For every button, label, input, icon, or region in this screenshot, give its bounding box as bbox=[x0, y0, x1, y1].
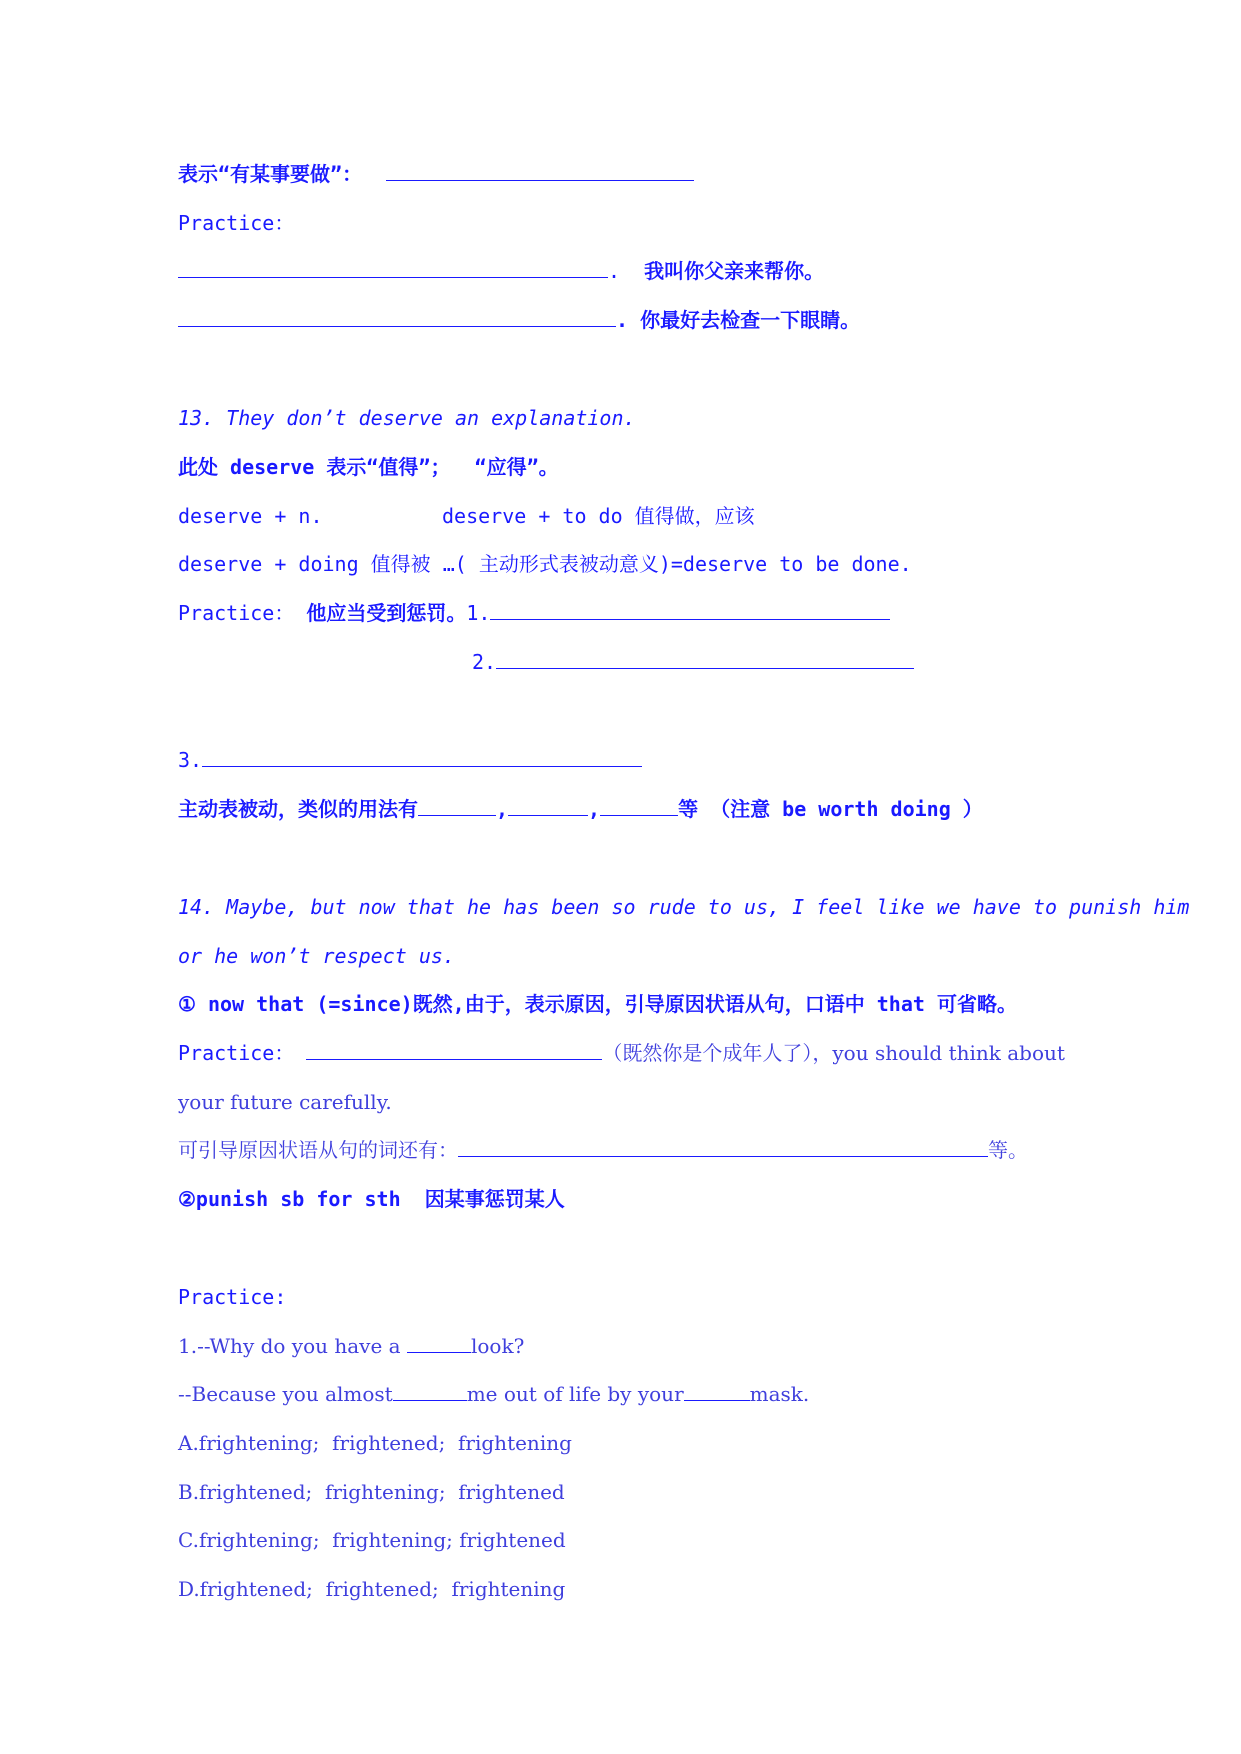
answer-blank[interactable] bbox=[490, 599, 890, 620]
deserve-note: 此处 deserve 表示“值得”； “应得”。 bbox=[178, 455, 559, 479]
practice-13-line-3 bbox=[178, 746, 642, 774]
answer-blank[interactable] bbox=[614, 1136, 692, 1157]
answer-blank[interactable] bbox=[458, 1136, 536, 1157]
answer-blank[interactable] bbox=[692, 1136, 824, 1157]
practice-14-line-2: your future carefully. bbox=[178, 1090, 392, 1114]
practice-13-line-1 bbox=[178, 599, 890, 627]
practice-line-2 bbox=[178, 306, 860, 334]
chinese-prompt: 他应当受到惩罚。 bbox=[306, 601, 467, 625]
number: 2. bbox=[472, 650, 497, 674]
other-words-line bbox=[178, 1136, 1028, 1164]
answer-blank[interactable] bbox=[393, 1380, 467, 1401]
question-line-2 bbox=[178, 1380, 809, 1408]
question-line-1 bbox=[178, 1332, 524, 1360]
sentence-14-line-2: or he won’t respect us. bbox=[178, 944, 455, 968]
similar-suffix: 等 （注意 be worth doing ） bbox=[678, 797, 983, 821]
answer-blank[interactable] bbox=[496, 648, 914, 669]
answer-blank[interactable] bbox=[508, 795, 588, 816]
practice-13-line-2 bbox=[472, 648, 914, 676]
question-text: 1.--Why do you have a bbox=[178, 1334, 407, 1358]
practice-line-1 bbox=[178, 257, 824, 285]
number: 1. bbox=[466, 601, 491, 625]
answer-blank[interactable] bbox=[684, 1380, 750, 1401]
option-d[interactable]: D.frightened; frightened; frightening bbox=[178, 1577, 566, 1601]
sentence-13: 13. They don’t deserve an explanation. bbox=[178, 406, 636, 430]
answer-blank[interactable] bbox=[418, 795, 496, 816]
question-text: look? bbox=[470, 1334, 525, 1358]
punct: . bbox=[608, 259, 621, 283]
other-words-suffix: 等。 bbox=[988, 1138, 1028, 1162]
other-words-label: 可引导原因状语从句的词还有： bbox=[178, 1138, 458, 1162]
answer-blank[interactable] bbox=[600, 795, 678, 816]
answer-blank[interactable] bbox=[178, 306, 616, 327]
deserve-forms-line bbox=[178, 502, 323, 530]
question-text: me out of life by your bbox=[466, 1382, 684, 1406]
meaning-label: 表示“有某事要做”： bbox=[178, 162, 363, 186]
answer-blank[interactable] bbox=[178, 257, 608, 278]
form-to-do: deserve + to do 值得做，应该 bbox=[442, 504, 755, 528]
answer-blank[interactable] bbox=[407, 1332, 471, 1353]
practice-hint: （既然你是个成年人了），you should think about bbox=[602, 1041, 1065, 1065]
answer-blank[interactable] bbox=[824, 1136, 988, 1157]
practice-14-line-1 bbox=[178, 1039, 1065, 1067]
practice-label: Practice： bbox=[178, 601, 295, 625]
question-text: mask. bbox=[749, 1382, 810, 1406]
sentence-14-line-1: 14. Maybe, but now that he has been so rude to us, I feel like we have to punish him bbox=[178, 895, 1190, 919]
meaning-line bbox=[178, 160, 694, 188]
question-text: --Because you almost bbox=[178, 1382, 393, 1406]
number: 3. bbox=[178, 748, 203, 772]
option-b[interactable]: B.frightened; frightening; frightened bbox=[178, 1480, 565, 1504]
answer-blank[interactable] bbox=[306, 1039, 602, 1060]
option-a[interactable]: A.frightening; frightened; frightening bbox=[178, 1431, 572, 1455]
answer-blank[interactable] bbox=[536, 1136, 614, 1157]
similar-prefix: 主动表被动，类似的用法有 bbox=[178, 797, 418, 821]
comma: , bbox=[588, 797, 601, 821]
chinese-prompt: 我叫你父亲来帮你。 bbox=[644, 259, 825, 283]
practice-label: Practice： bbox=[178, 1041, 295, 1065]
option-c[interactable]: C.frightening; frightening; frightened bbox=[178, 1528, 566, 1552]
similar-usage-line bbox=[178, 795, 983, 823]
form-doing: deserve + doing 值得被 …( 主动形式表被动意义)=deserve to be done. bbox=[178, 552, 912, 576]
chinese-prompt: . 你最好去检查一下眼睛。 bbox=[616, 308, 861, 332]
punish-point: ②punish sb for sth 因某事惩罚某人 bbox=[178, 1187, 565, 1211]
comma: , bbox=[496, 797, 509, 821]
answer-blank[interactable] bbox=[202, 746, 642, 767]
answer-blank[interactable] bbox=[386, 160, 694, 181]
form-n: deserve + n. bbox=[178, 504, 323, 528]
mcq-practice-label: Practice: bbox=[178, 1285, 287, 1309]
practice-label: Practice： bbox=[178, 211, 295, 235]
now-that-point: ① now that (=since)既然,由于，表示原因，引导原因状语从句，口语中 that 可省略。 bbox=[178, 992, 1017, 1016]
